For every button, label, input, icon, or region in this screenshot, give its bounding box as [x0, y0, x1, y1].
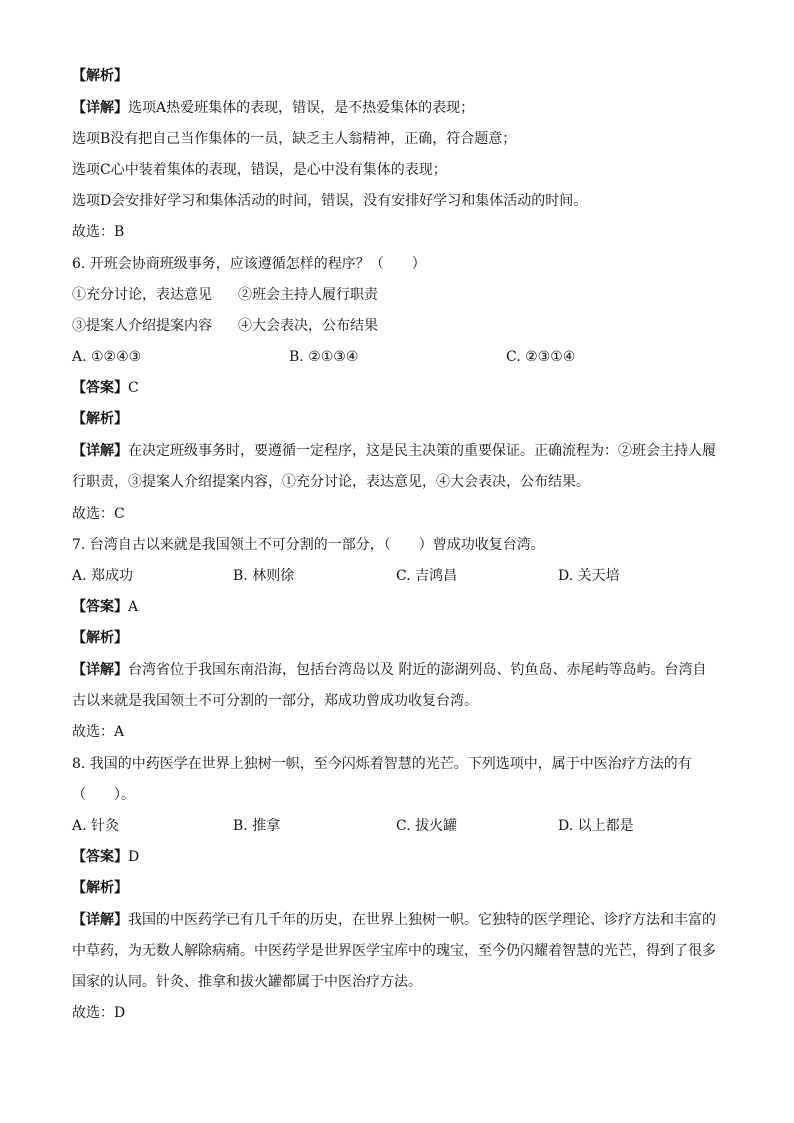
analysis-tag: 【解析】 [72, 68, 128, 84]
q8-choice: 故选：D [72, 1005, 126, 1021]
q6-items-row-2 [72, 316, 378, 336]
detail-tag: 【详解】 [72, 443, 128, 459]
q7-option-b: B. 林则徐 [233, 568, 295, 584]
q7-detail-line-2: 古以来就是我国领土不可分割的一部分，郑成功曾成功收复台湾。 [72, 693, 478, 709]
q5-detail-text-1: 选项A热爱班集体的表现，错误，是不热爱集体的表现； [128, 100, 475, 116]
analysis-tag: 【解析】 [72, 880, 128, 896]
q8-detail-text-1: 我国的中医药学已有几千年的历史，在世界上独树一帜。它独特的医学理论、诊疗方法和丰富的 [128, 912, 716, 928]
q7-stem: 7. 台湾自古以来就是我国领土不可分割的一部分，（ ）曾成功收复台湾。 [72, 537, 545, 553]
detail-tag: 【详解】 [72, 662, 128, 678]
answer-tag: 【答案】 [72, 599, 128, 615]
q5-detail-line-4: 选项D会安排好学习和集体活动的时间，错误，没有安排好学习和集体活动的时间。 [72, 193, 588, 209]
q7-choice: 故选：A [72, 724, 125, 740]
q5-detail-line-3: 选项C心中装着集体的表现，错误，是心中没有集体的表现； [72, 162, 447, 178]
q6-option-a: A. ①②④③ [72, 349, 142, 365]
q6-analysis-heading [72, 409, 128, 429]
q6-option-b: B. ②①③④ [289, 349, 359, 365]
q6-option-c: C. ②③①④ [506, 349, 576, 365]
q8-detail-line-2: 中草药，为无数人解除病痛。中医药学是世界医学宝库中的瑰宝，至今仍闪耀着智慧的光芒，得到了很多 [72, 943, 716, 959]
q8-option-c: C. 拔火罐 [396, 818, 458, 834]
q6-answer-value: C [128, 380, 139, 396]
analysis-tag: 【解析】 [72, 411, 128, 427]
q6-stem: 6. 开班会协商班级事务，应该遵循怎样的程序？（ ） [72, 256, 426, 272]
q6-item-2: ②班会主持人履行职责 [238, 287, 378, 303]
q8-answer-value: D [128, 849, 140, 865]
q6-detail-line-2: 行职责，③提案人介绍提案内容，①充分讨论，表达意见，④大会表决，公布结果。 [72, 474, 590, 490]
q7-option-d: D. 关天培 [558, 568, 620, 584]
answer-tag: 【答案】 [72, 380, 128, 396]
q8-option-a: A. 针灸 [72, 818, 120, 834]
q5-detail-line-1 [72, 98, 474, 118]
detail-tag: 【详解】 [72, 100, 128, 116]
q7-option-c: C. 吉鸿昌 [396, 568, 458, 584]
analysis-tag: 【解析】 [72, 630, 128, 646]
q8-detail-line-3: 国家的认同。针灸、推拿和拔火罐都属于中医治疗方法。 [72, 974, 422, 990]
q7-analysis-heading [72, 628, 128, 648]
q7-option-a: A. 郑成功 [72, 568, 134, 584]
q5-analysis-heading [72, 66, 128, 86]
q8-option-d: D. 以上都是 [558, 818, 634, 834]
q6-item-1: ①充分讨论，表达意见 [72, 287, 212, 303]
q8-detail-line-1 [72, 910, 716, 930]
q8-option-b: B. 推拿 [233, 818, 281, 834]
q6-answer [72, 378, 139, 398]
q8-analysis-heading [72, 878, 128, 898]
q5-detail-line-2: 选项B没有把自己当作集体的一员，缺乏主人翁精神，正确，符合题意； [72, 131, 517, 147]
q7-detail-text-1: 台湾省位于我国东南沿海，包括台湾岛以及 附近的澎湖列岛、钓鱼岛、赤尾屿等岛屿。台湾自 [128, 662, 707, 678]
q7-answer-value: A [128, 599, 139, 615]
q6-choice: 故选：C [72, 506, 125, 522]
q8-answer [72, 847, 139, 867]
q6-item-4: ④大会表决，公布结果 [238, 318, 378, 334]
q6-item-3: ③提案人介绍提案内容 [72, 318, 212, 334]
q8-stem-line-1: 8. 我国的中药医学在世界上独树一帜，至今闪烁着智慧的光芒。下列选项中，属于中医治疗方法的有 [72, 756, 692, 772]
q6-items-row-1 [72, 285, 378, 305]
q6-detail-line-1 [72, 441, 716, 461]
q8-stem-line-2: （ ）。 [72, 787, 135, 803]
q6-detail-text-1: 在决定班级事务时，要遵循一定程序，这是民主决策的重要保证。正确流程为：②班会主持人履 [128, 443, 716, 459]
q7-answer [72, 597, 138, 617]
q5-choice: 故选：B [72, 224, 125, 240]
q7-detail-line-1 [72, 660, 706, 680]
answer-tag: 【答案】 [72, 849, 128, 865]
detail-tag: 【详解】 [72, 912, 128, 928]
